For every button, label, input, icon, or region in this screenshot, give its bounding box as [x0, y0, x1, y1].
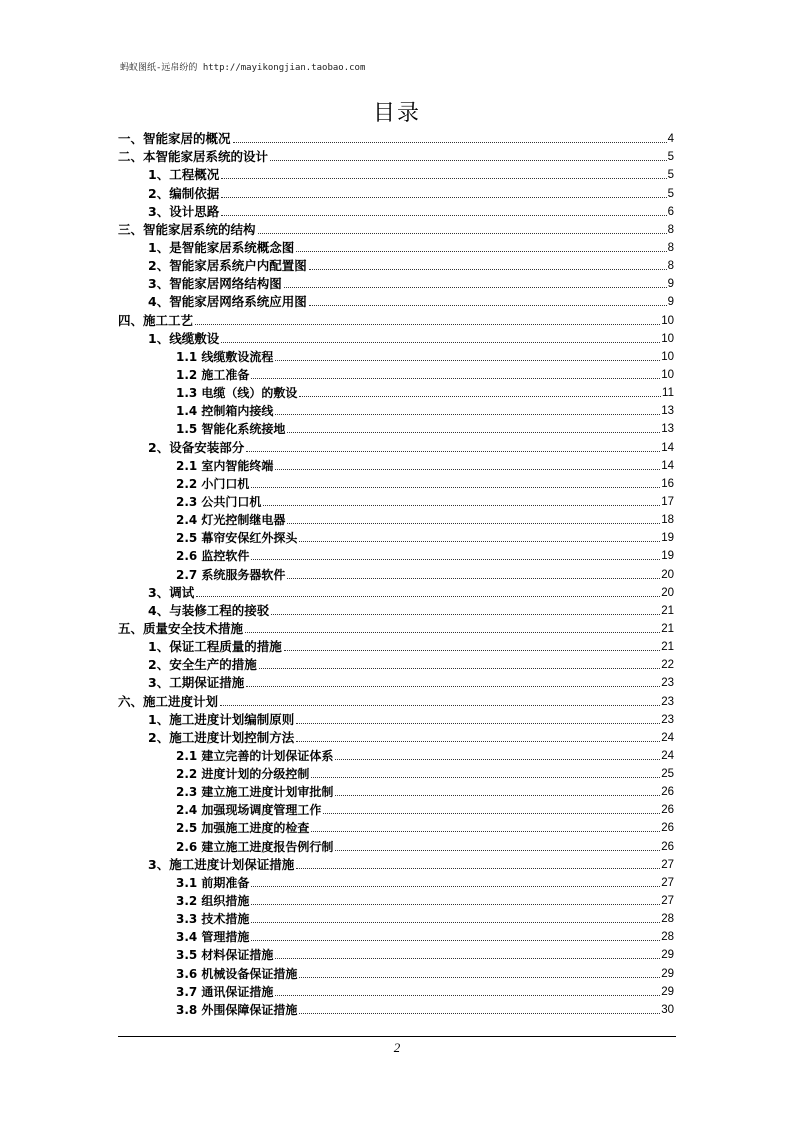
toc-entry-page: 9 [667, 278, 674, 291]
toc-entry[interactable] [118, 273, 674, 291]
toc-entry[interactable] [118, 436, 674, 454]
footer-divider [118, 1036, 676, 1037]
toc-entry-page: 10 [661, 368, 674, 381]
toc-entry[interactable] [118, 763, 674, 781]
toc-entry[interactable] [118, 745, 674, 763]
toc-entry-label: 五、质量安全技术措施 [118, 620, 244, 636]
toc-entry[interactable] [118, 618, 674, 636]
toc-entry-label: 1、保证工程质量的措施 [148, 639, 282, 655]
toc-entry[interactable] [118, 781, 674, 799]
toc-dot-leader [251, 904, 660, 905]
toc-entry-label: 四、施工工艺 [118, 312, 194, 328]
toc-entry-label: 3.1 前期准备 [176, 875, 250, 890]
toc-entry-label: 1、施工进度计划编制原则 [148, 711, 295, 727]
toc-entry-page: 16 [661, 477, 674, 490]
toc-entry-page: 26 [661, 822, 674, 835]
toc-entry[interactable] [118, 582, 674, 600]
toc-entry-label: 3、施工进度计划保证措施 [148, 856, 295, 872]
toc-entry[interactable] [118, 201, 674, 219]
toc-entry[interactable] [118, 727, 674, 745]
toc-entry-page: 11 [662, 387, 674, 400]
toc-dot-leader [233, 142, 667, 143]
toc-entry[interactable] [118, 364, 674, 382]
toc-entry[interactable] [118, 309, 674, 327]
toc-entry[interactable] [118, 709, 674, 727]
toc-entry-page: 20 [661, 568, 674, 581]
toc-entry-page: 4 [667, 133, 674, 146]
toc-entry-page: 27 [661, 876, 674, 889]
toc-entry[interactable] [118, 237, 674, 255]
toc-dot-leader [296, 251, 666, 252]
toc-entry-page: 9 [667, 296, 674, 309]
toc-entry-label: 2.2 进度计划的分级控制 [176, 767, 310, 782]
toc-entry-label: 2、设备安装部分 [148, 439, 245, 455]
toc-entry-page: 29 [661, 967, 674, 980]
toc-dot-leader [221, 197, 666, 198]
toc-entry-label: 2.6 监控软件 [176, 549, 250, 564]
toc-dot-leader [251, 922, 660, 923]
toc-entry-label: 一、智能家居的概况 [118, 131, 231, 147]
toc-dot-leader [284, 650, 661, 651]
toc-dot-leader [275, 414, 660, 415]
toc-entry-page: 19 [661, 532, 674, 545]
toc-entry[interactable] [118, 908, 674, 926]
toc-dot-leader [299, 541, 660, 542]
toc-entry[interactable] [118, 455, 674, 473]
toc-entry-label: 1、线缆敷设 [148, 330, 220, 346]
toc-entry[interactable] [118, 835, 674, 853]
toc-entry[interactable] [118, 817, 674, 835]
toc-entry-page: 28 [661, 913, 674, 926]
toc-entry-page: 24 [661, 731, 674, 744]
toc-dot-leader [251, 559, 660, 560]
toc-entry-page: 26 [661, 840, 674, 853]
toc-entry[interactable] [118, 400, 674, 418]
toc-entry-page: 29 [661, 949, 674, 962]
toc-entry-label: 1、是智能家居系统概念图 [148, 239, 295, 255]
toc-entry-label: 2.2 小门口机 [176, 476, 250, 491]
toc-dot-leader [335, 850, 660, 851]
toc-entry-page: 24 [661, 749, 674, 762]
toc-dot-leader [299, 396, 661, 397]
toc-entry-label: 2.7 系统服务器软件 [176, 567, 286, 582]
toc-entry-label: 3.2 组织措施 [176, 894, 250, 909]
toc-dot-leader [271, 614, 660, 615]
toc-dot-leader [195, 324, 660, 325]
toc-entry-label: 4、与装修工程的接驳 [148, 602, 270, 618]
toc-entry-label: 3.3 技术措施 [176, 912, 250, 927]
toc-entry-label: 3、工期保证措施 [148, 675, 245, 691]
toc-entry-label: 1.1 线缆敷设流程 [176, 349, 274, 364]
toc-dot-leader [246, 686, 660, 687]
toc-entry-page: 20 [661, 586, 674, 599]
toc-entry-page: 21 [661, 622, 674, 635]
toc-dot-leader [335, 795, 660, 796]
toc-entry[interactable] [118, 346, 674, 364]
toc-entry-page: 8 [667, 241, 674, 254]
toc-dot-leader [246, 451, 660, 452]
toc-entry[interactable] [118, 128, 674, 146]
toc-dot-leader [275, 360, 660, 361]
toc-entry-label: 2、编制依据 [148, 185, 220, 201]
toc-entry-label: 1.4 控制箱内接线 [176, 404, 274, 419]
toc-entry-label: 六、施工进度计划 [118, 693, 219, 709]
toc-dot-leader [323, 813, 660, 814]
toc-entry[interactable] [118, 146, 674, 164]
toc-entry-label: 3.7 通讯保证措施 [176, 984, 274, 999]
toc-dot-leader [251, 940, 660, 941]
toc-dot-leader [287, 523, 660, 524]
toc-entry[interactable] [118, 962, 674, 980]
toc-entry-label: 2.4 灯光控制继电器 [176, 513, 286, 528]
toc-dot-leader [296, 741, 660, 742]
toc-dot-leader [245, 632, 660, 633]
toc-entry[interactable] [118, 636, 674, 654]
toc-dot-leader [299, 977, 660, 978]
toc-entry-label: 1.5 智能化系统接地 [176, 422, 286, 437]
toc-dot-leader [296, 868, 660, 869]
toc-dot-leader [221, 342, 660, 343]
toc-dot-leader [251, 487, 660, 488]
toc-entry-label: 2.5 加强施工进度的检查 [176, 821, 310, 836]
toc-dot-leader [275, 995, 660, 996]
toc-entry-label: 3.5 材料保证措施 [176, 948, 274, 963]
toc-entry-page: 22 [661, 659, 674, 672]
toc-entry-page: 8 [667, 260, 674, 273]
toc-entry[interactable] [118, 563, 674, 581]
page-header-text: 蚂蚁图纸-远帛纷的 http://mayikongjian.taobao.com [120, 63, 366, 73]
toc-entry-page: 18 [661, 514, 674, 527]
toc-entry-page: 30 [661, 1003, 674, 1016]
toc-dot-leader [287, 432, 660, 433]
toc-entry-page: 29 [661, 985, 674, 998]
toc-entry-page: 21 [661, 604, 674, 617]
toc-dot-leader [220, 705, 660, 706]
toc-entry-page: 25 [661, 768, 674, 781]
toc-entry[interactable] [118, 164, 674, 182]
toc-entry-label: 2.3 公共门口机 [176, 494, 262, 509]
toc-entry-page: 26 [661, 804, 674, 817]
toc-dot-leader [299, 1013, 660, 1014]
toc-dot-leader [309, 305, 667, 306]
toc-entry-page: 27 [661, 858, 674, 871]
toc-dot-leader [311, 777, 660, 778]
toc-entry-label: 3.4 管理措施 [176, 930, 250, 945]
toc-entry[interactable] [118, 672, 674, 690]
toc-entry[interactable] [118, 690, 674, 708]
toc-entry[interactable] [118, 418, 674, 436]
toc-dot-leader [275, 469, 660, 470]
toc-entry[interactable] [118, 219, 674, 237]
toc-dot-leader [258, 233, 667, 234]
toc-entry[interactable] [118, 854, 674, 872]
toc-entry[interactable] [118, 382, 674, 400]
toc-entry[interactable] [118, 890, 674, 908]
toc-dot-leader [287, 578, 660, 579]
toc-entry-label: 2.4 加强现场调度管理工作 [176, 803, 322, 818]
toc-entry[interactable] [118, 491, 674, 509]
page-number: 2 [393, 1040, 401, 1055]
toc-entry-label: 三、智能家居系统的结构 [118, 221, 256, 237]
toc-dot-leader [309, 269, 667, 270]
toc-entry-page: 5 [667, 169, 674, 182]
toc-title: 目录 [372, 101, 421, 126]
toc-entry-label: 4、智能家居网络系统应用图 [148, 294, 307, 310]
toc-entry-page: 5 [667, 187, 674, 200]
toc-entry-page: 27 [661, 895, 674, 908]
toc-dot-leader [335, 759, 660, 760]
toc-entry-label: 3、调试 [148, 584, 195, 600]
toc-entry[interactable] [118, 473, 674, 491]
toc-entry[interactable] [118, 182, 674, 200]
toc-entry-label: 2.5 幕帘安保红外探头 [176, 531, 298, 546]
toc-entry[interactable] [118, 926, 674, 944]
toc-dot-leader [221, 215, 666, 216]
table-of-contents [118, 128, 674, 1017]
toc-dot-leader [270, 160, 667, 161]
toc-entry-label: 1.2 施工准备 [176, 367, 250, 382]
toc-dot-leader [251, 886, 660, 887]
toc-dot-leader [259, 668, 661, 669]
toc-entry-label: 1.3 电缆（线）的敷设 [176, 386, 298, 401]
toc-dot-leader [275, 958, 660, 959]
toc-entry[interactable] [118, 799, 674, 817]
toc-dot-leader [284, 287, 667, 288]
toc-entry-page: 13 [661, 405, 674, 418]
toc-entry-page: 10 [661, 314, 674, 327]
toc-entry[interactable] [118, 328, 674, 346]
toc-entry[interactable] [118, 255, 674, 273]
toc-entry[interactable] [118, 291, 674, 309]
toc-entry[interactable] [118, 944, 674, 962]
toc-entry-label: 3、智能家居网络结构图 [148, 276, 282, 292]
toc-dot-leader [251, 378, 660, 379]
toc-entry-page: 23 [661, 677, 674, 690]
toc-entry-page: 10 [661, 350, 674, 363]
toc-entry-page: 19 [661, 550, 674, 563]
toc-entry-page: 28 [661, 931, 674, 944]
toc-entry-page: 5 [667, 151, 674, 164]
toc-entry-page: 10 [661, 332, 674, 345]
toc-entry-label: 3.6 机械设备保证措施 [176, 966, 298, 981]
toc-entry-label: 1、工程概况 [148, 167, 220, 183]
toc-entry[interactable] [118, 654, 674, 672]
toc-entry-page: 23 [661, 695, 674, 708]
toc-entry-page: 13 [661, 423, 674, 436]
toc-entry-page: 17 [661, 495, 674, 508]
toc-entry-label: 2、智能家居系统户内配置图 [148, 258, 307, 274]
toc-dot-leader [311, 831, 660, 832]
toc-entry-page: 14 [661, 459, 674, 472]
toc-entry[interactable] [118, 981, 674, 999]
toc-dot-leader [296, 723, 660, 724]
toc-entry-label: 2.3 建立施工进度计划审批制 [176, 785, 334, 800]
toc-entry[interactable] [118, 600, 674, 618]
toc-entry-label: 3、设计思路 [148, 203, 220, 219]
toc-entry[interactable] [118, 509, 674, 527]
toc-entry-label: 2、施工进度计划控制方法 [148, 729, 295, 745]
toc-entry-label: 2、安全生产的措施 [148, 657, 257, 673]
toc-entry-page: 6 [667, 205, 674, 218]
toc-entry[interactable] [118, 872, 674, 890]
toc-entry-label: 2.6 建立施工进度报告例行制 [176, 839, 334, 854]
toc-dot-leader [263, 505, 660, 506]
toc-entry-label: 2.1 建立完善的计划保证体系 [176, 748, 334, 763]
toc-entry-page: 26 [661, 786, 674, 799]
toc-dot-leader [196, 596, 660, 597]
toc-entry[interactable] [118, 527, 674, 545]
toc-entry-label: 3.8 外围保障保证措施 [176, 1002, 298, 1017]
toc-entry[interactable] [118, 545, 674, 563]
toc-entry-label: 二、本智能家居系统的设计 [118, 149, 269, 165]
toc-entry[interactable] [118, 999, 674, 1017]
toc-dot-leader [221, 178, 666, 179]
toc-entry-page: 21 [661, 641, 674, 654]
toc-entry-page: 23 [661, 713, 674, 726]
toc-entry-page: 14 [661, 441, 674, 454]
toc-entry-page: 8 [667, 223, 674, 236]
toc-entry-label: 2.1 室内智能终端 [176, 458, 274, 473]
